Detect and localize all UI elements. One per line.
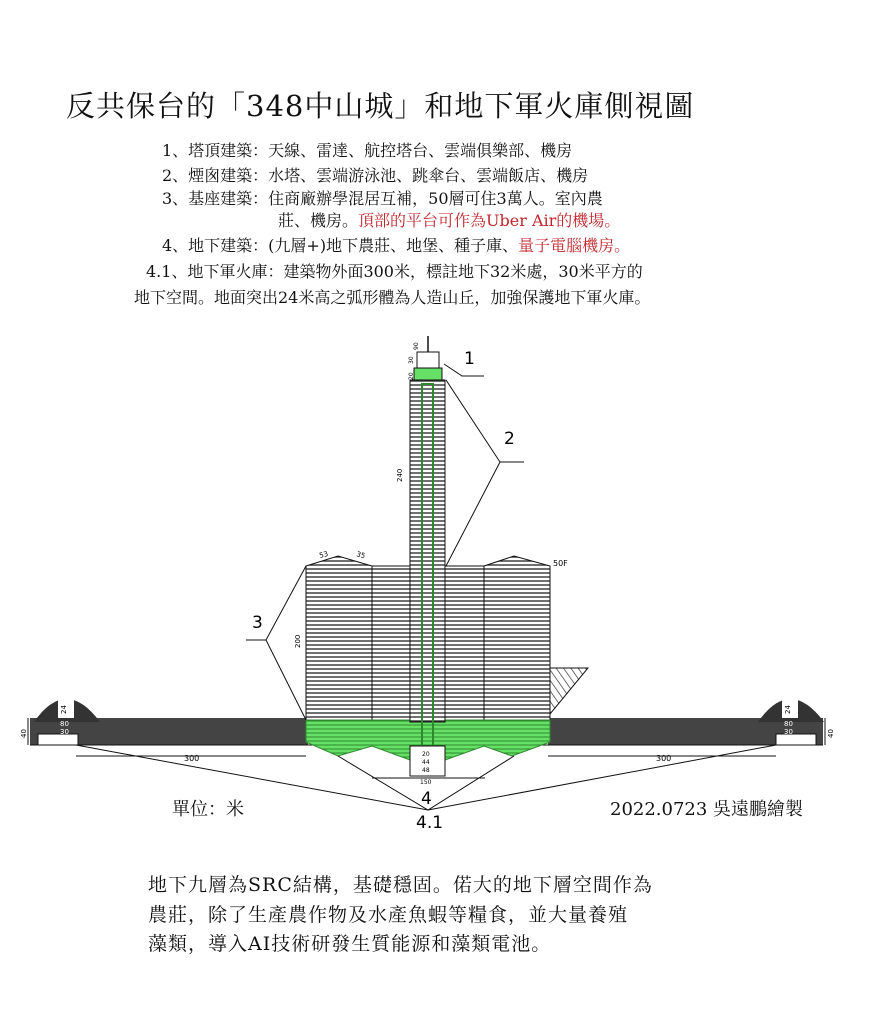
dim-300-right: 300 <box>656 754 672 763</box>
callout-1: 1 <box>464 349 475 369</box>
callout-4-1: 4.1 <box>416 813 444 833</box>
dim-base-height: 200 <box>294 634 302 648</box>
arsenal-bunker-left <box>38 734 78 745</box>
dim-floor-50f: 50F <box>553 559 568 568</box>
dim-300-left: 300 <box>184 754 200 763</box>
dim-side-24-left: 24 <box>60 705 68 714</box>
legend-item-1: 1、塔頂建築：天線、雷達、航控塔台、雲端俱樂部、機房 <box>162 141 573 160</box>
dim-top-30: 30 <box>408 356 415 364</box>
legend-item-2: 2、煙囪建築：水塔、雲端游泳池、跳傘台、雲端飯店、機房 <box>162 166 589 185</box>
legend-item-3: 3、基座建築：住商廠辦學混居互補，50層可住3萬人。室內農 <box>162 189 603 208</box>
dim-side-40-left: 40 <box>20 729 28 738</box>
footer-line-1: 地下九層為SRC結構，基礎穩固。偌大的地下層空間作為 <box>148 874 653 896</box>
dim-side-30-right: 30 <box>784 728 793 736</box>
tower-top-platform <box>414 368 442 380</box>
dim-top-20: 20 <box>408 372 415 380</box>
dim-side-24-right: 24 <box>784 705 792 714</box>
dim-width-53: 53 <box>318 549 330 560</box>
base-wing-right <box>484 556 550 720</box>
dim-side-80-left: 80 <box>60 720 69 728</box>
legend-item-4-1-continued: 地下空間。地面突出24米高之弧形體為人造山丘，加強保護地下軍火庫。 <box>134 288 651 307</box>
roof-ramp <box>550 668 588 714</box>
footer-line-2: 農莊，除了生產農作物及水產魚蝦等糧食，並大量養殖 <box>148 904 629 926</box>
dim-side-30-left: 30 <box>60 728 69 736</box>
dim-side-80-right: 80 <box>784 720 793 728</box>
dim-bottom-150: 150 <box>420 779 432 786</box>
dim-top-90: 90 <box>413 342 420 350</box>
callout-3: 3 <box>252 613 263 633</box>
unit-note: 單位：米 <box>172 799 244 820</box>
legend-item-4-1: 4.1、地下軍火庫：建築物外面300米，標註地下32米處，30米平方的 <box>146 262 643 281</box>
legend-item-4: 4、地下建築：(九層+)地下農莊、地堡、種子庫、量子電腦機房。 <box>162 236 631 255</box>
dim-tower-height: 240 <box>396 468 404 482</box>
signature-note: 2022.0723 吳遠鵬繪製 <box>610 799 804 820</box>
page-title: 反共保台的「348中山城」和地下軍火庫側視圖 <box>66 89 695 123</box>
dim-side-40-right: 40 <box>827 729 835 738</box>
callout-2-leader <box>446 380 500 566</box>
footer-line-3: 藻類，導入AI技術研發生質能源和藻類電池。 <box>148 933 552 955</box>
callout-4: 4 <box>421 789 432 809</box>
arsenal-bunker-right <box>776 734 816 745</box>
legend-item-3-continued: 莊、機房。頂部的平台可作為Uber Air的機場。 <box>278 211 621 230</box>
callout-2: 2 <box>504 429 515 449</box>
dim-bottom-48: 48 <box>422 767 430 774</box>
dim-bottom-44: 44 <box>422 759 430 766</box>
dim-bottom-20: 20 <box>422 751 430 758</box>
tower-shaft <box>410 380 445 722</box>
dim-width-35: 35 <box>355 550 367 561</box>
tower-top-cabin <box>417 352 439 368</box>
base-wing-left <box>306 556 372 720</box>
legend-highlight-quantum: 量子電腦機房。 <box>518 236 631 255</box>
legend-highlight-uber-air: 頂部的平台可作為Uber Air的機場。 <box>358 211 621 230</box>
